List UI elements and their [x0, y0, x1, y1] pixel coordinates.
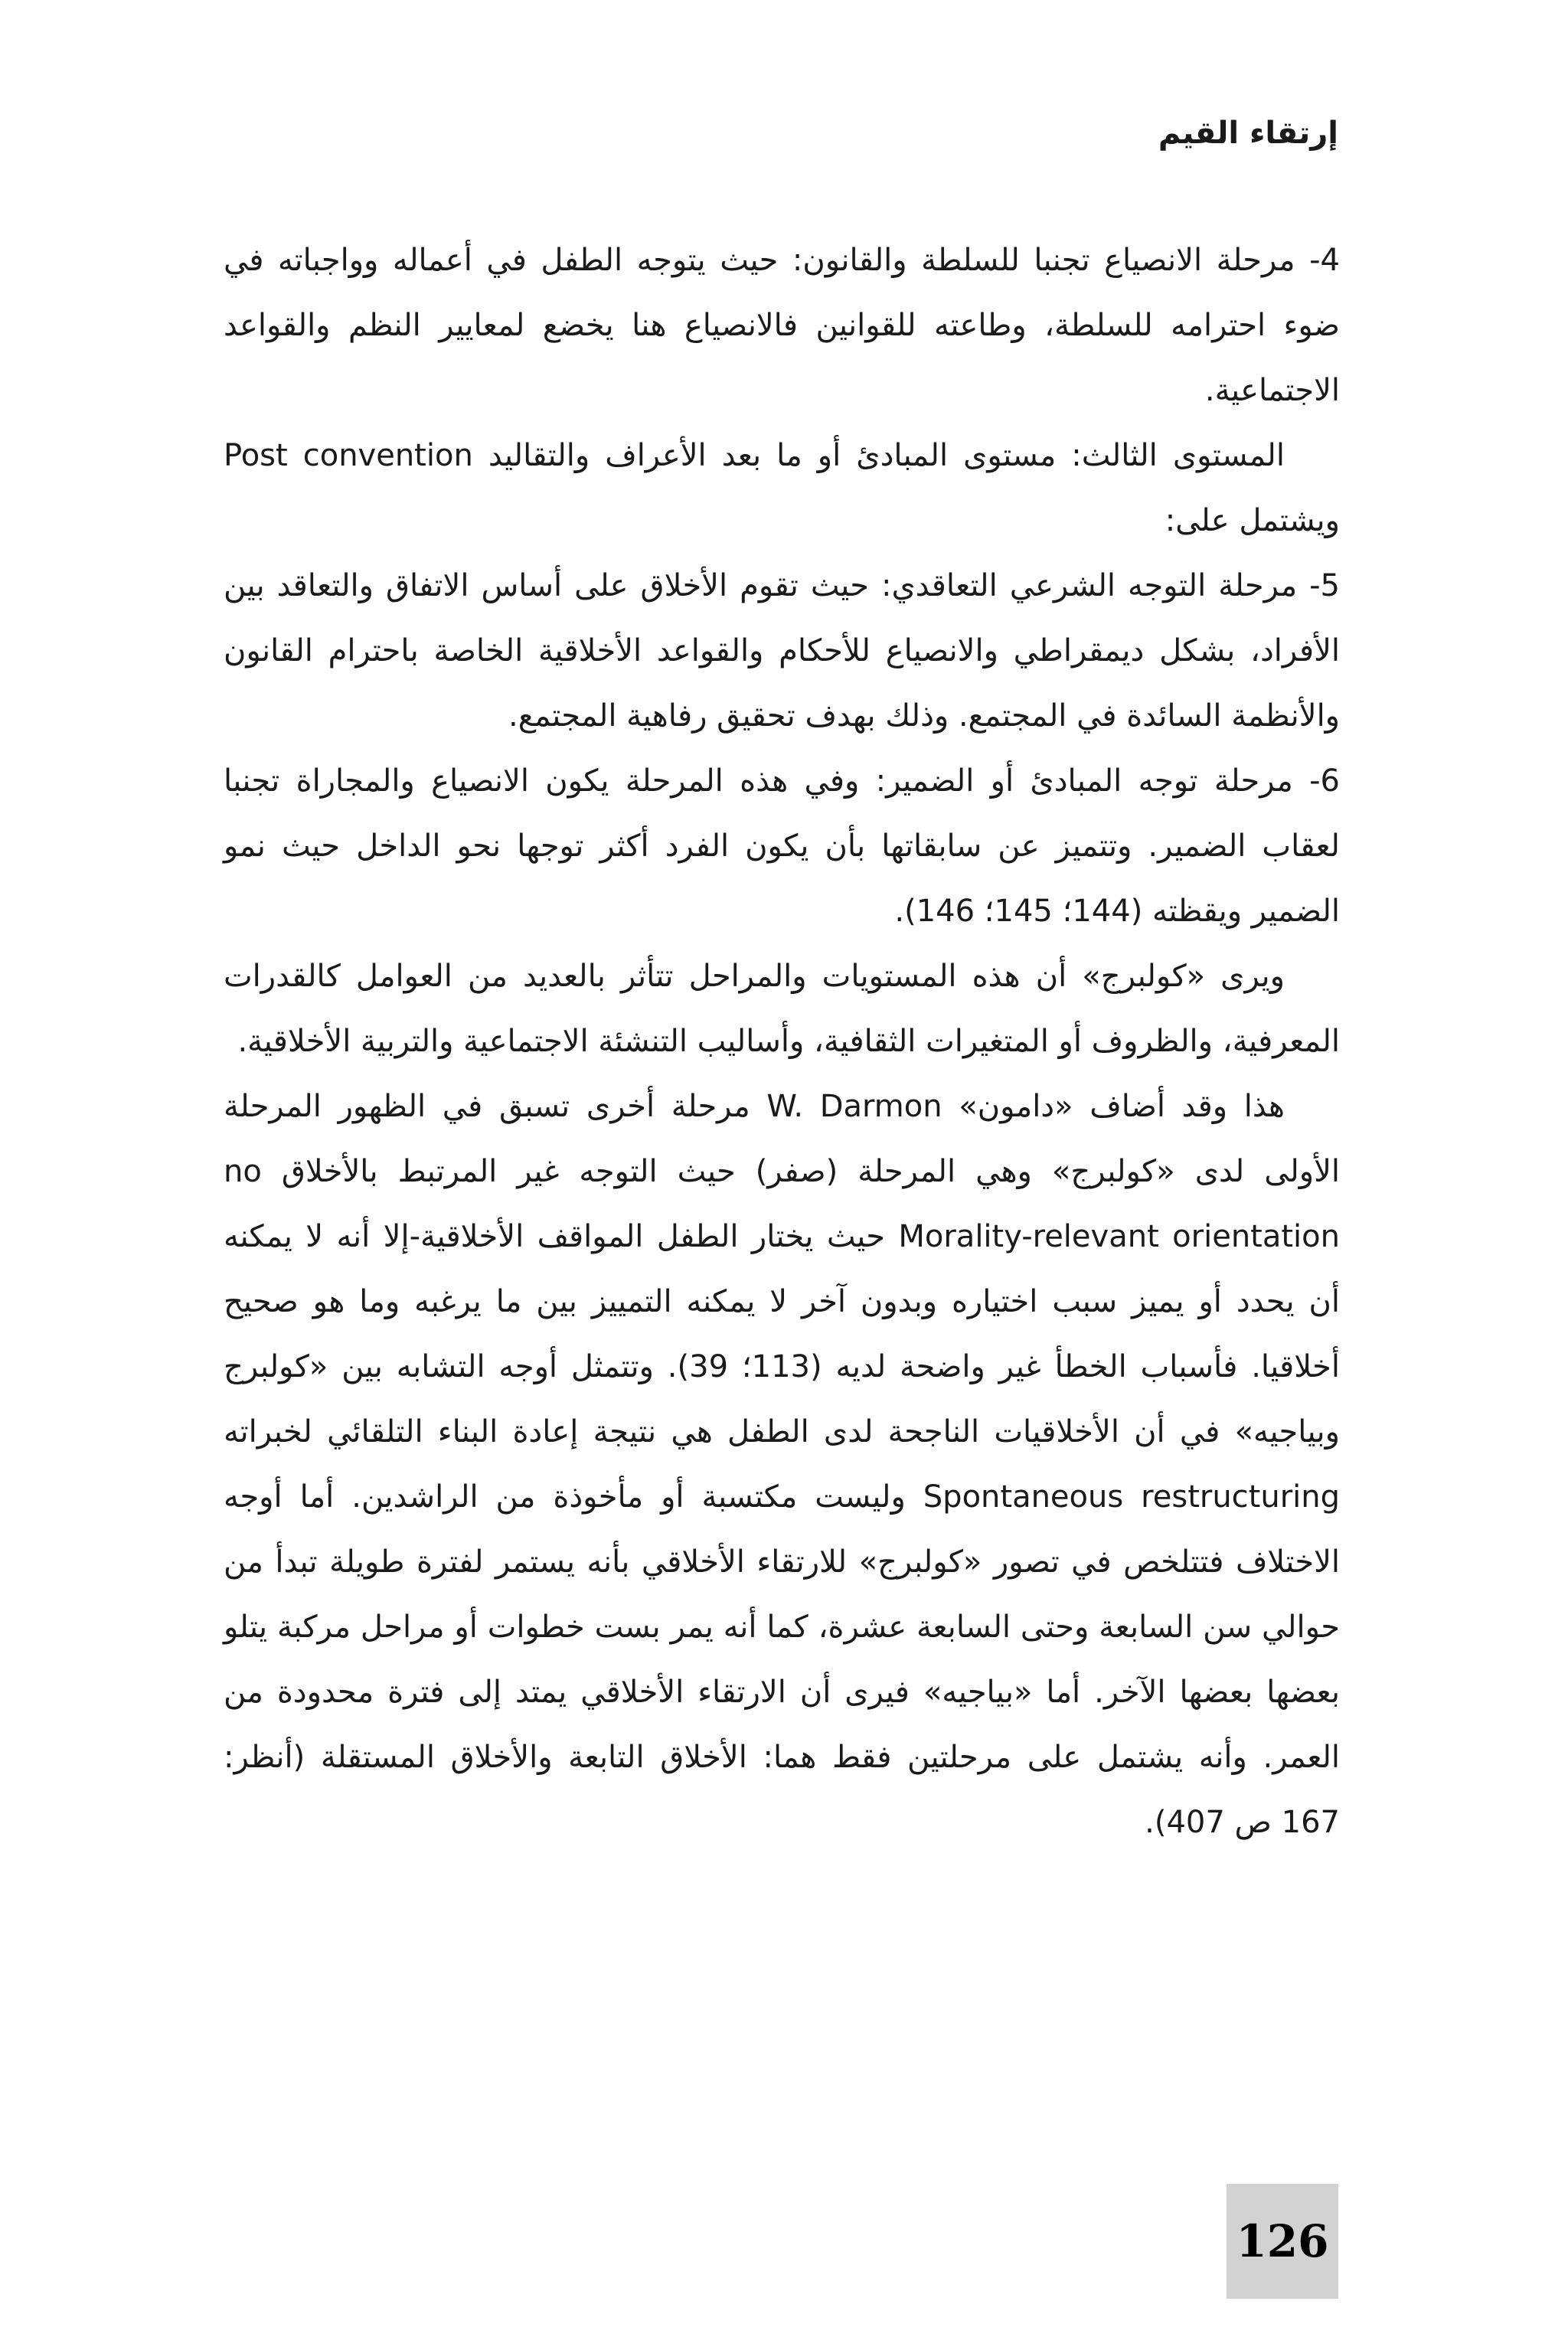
- paragraph-level-3: المستوى الثالث: مستوى المبادئ أو ما بعد الأعراف والتقاليد Post convention ويشتمل على:: [224, 438, 1340, 538]
- running-header-title: إرتقاء القيم: [1158, 116, 1338, 151]
- paragraph-stage-6: 6- مرحلة توجه المبادئ أو الضمير: وفي هذه المرحلة يكون الانصياع والمجاراة تجنبا لعقاب الضمير. وتتميز عن سابقاتها بأن يكون الفرد أكثر توجها نحو الداخل حيث نمو الضمير ويقظته (144؛ 145؛ 146).: [224, 763, 1340, 929]
- paragraph-stage-4: 4- مرحلة الانصياع تجنبا للسلطة والقانون: حيث يتوجه الطفل في أعماله وواجباته في ضوء احترامه للسلطة، وطاعته للقوانين فالانصياع هنا يخضع لمعايير النظم والقواعد الاجتماعية.: [224, 243, 1340, 408]
- paragraph-kohlberg-factors: ويرى «كولبرج» أن هذه المستويات والمراحل تتأثر بالعديد من العوامل كالقدرات المعرفية، والظروف أو المتغيرات الثقافية، وأساليب التنشئة الاجتماعية والتربية الأخلاقية.: [224, 959, 1340, 1059]
- body-text: [224, 228, 1340, 1855]
- paragraph-damon-stage: هذا وقد أضاف «دامون» W. Darmon مرحلة أخرى تسبق في الظهور المرحلة الأولى لدى «كولبرج» وهي المرحلة (صفر) حيث التوجه غير المرتبط بالأخلاق no Morality-relevant orientation حيث يختار الطفل المواقف الأخلاقية-إلا أنه لا يمكنه أن يحدد أو يميز سبب اختياره وبدون آخر لا يمكنه التمييز بين ما يرغبه وما هو صحيح أخلاقيا. فأسباب الخطأ غير واضحة لديه (113؛ 39). وتتمثل أوجه التشابه بين «كولبرج وبياجيه» في أن الأخلاقيات الناجحة لدى الطفل هي نتيجة إعادة البناء التلقائي لخبراته Spontaneous restructuring وليست مكتسبة أو مأخوذة من الراشدين. أما أوجه الاختلاف فتتلخص في تصور «كولبرج» للارتقاء الأخلاقي بأنه يستمر لفترة طويلة تبدأ من حوالي سن السابعة وحتى السابعة عشرة، كما أنه يمر بست خطوات أو مراحل مركبة يتلو بعضها بعضها الآخر. أما «بياجيه» فيرى أن الارتقاء الأخلاقي يمتد إلى فترة محدودة من العمر. وأنه يشتمل على مرحلتين فقط هما: الأخلاق التابعة والأخلاق المستقلة (أنظر: 167 ص 407).: [224, 1089, 1340, 1840]
- page-number: 126: [1227, 2184, 1338, 2299]
- paragraph-stage-5: 5- مرحلة التوجه الشرعي التعاقدي: حيث تقوم الأخلاق على أساس الاتفاق والتعاقد بين الأفراد، بشكل ديمقراطي والانصياع للأحكام والقواعد الأخلاقية الخاصة باحترام القانون والأنظمة السائدة في المجتمع. وذلك بهدف تحقيق رفاهية المجتمع.: [224, 568, 1340, 734]
